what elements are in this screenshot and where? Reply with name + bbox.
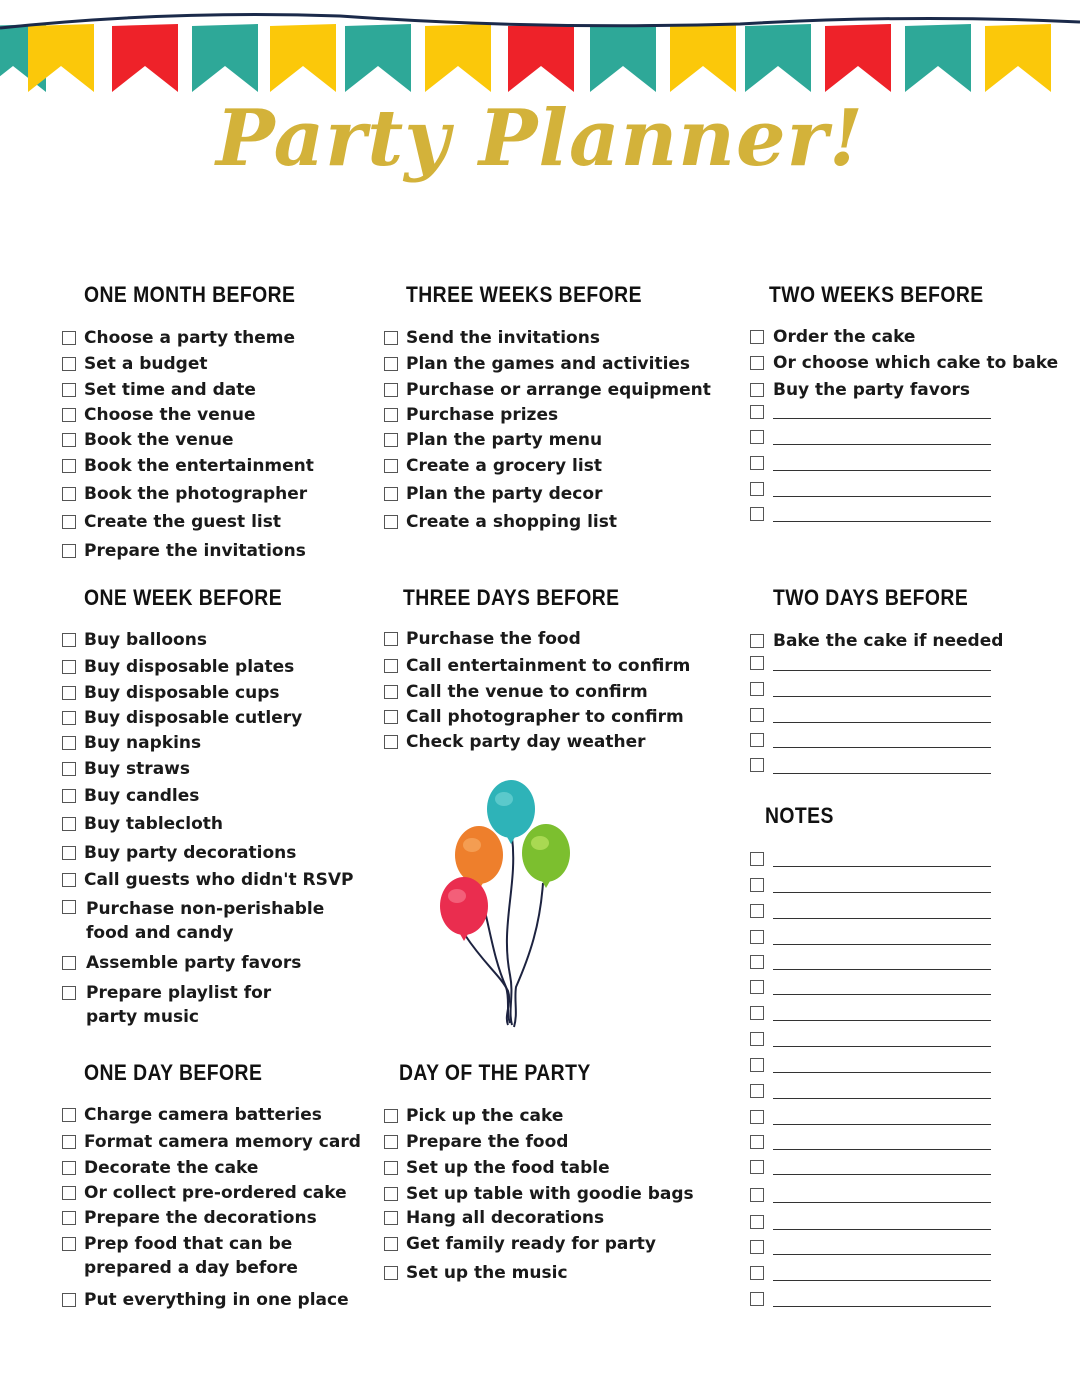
checklist-item[interactable]: Plan the party decor (384, 482, 602, 506)
checkbox[interactable] (384, 735, 398, 749)
notes-line[interactable] (773, 1306, 991, 1307)
bunting-flag (670, 24, 736, 92)
checkbox[interactable] (384, 331, 398, 345)
checklist-item[interactable]: Get family ready for party (384, 1232, 656, 1256)
checklist-item[interactable]: Buy disposable cutlery (62, 706, 302, 730)
checklist-item[interactable]: Prepare the food (384, 1130, 568, 1154)
checkbox[interactable] (384, 433, 398, 447)
bunting-flag (905, 24, 971, 92)
notes-checkbox[interactable] (750, 980, 764, 994)
checkbox[interactable] (384, 487, 398, 501)
bunting-flag (112, 24, 178, 92)
notes-checkbox[interactable] (750, 1110, 764, 1124)
checkbox[interactable] (384, 632, 398, 646)
checklist-item[interactable]: Buy party decorations (62, 841, 296, 865)
checklist-item[interactable]: Hang all decorations (384, 1206, 604, 1230)
blank-line[interactable] (773, 773, 991, 774)
checklist-item[interactable]: Pick up the cake (384, 1104, 563, 1128)
blank-checkbox[interactable] (750, 656, 764, 670)
heading-day-of-the-party: DAY OF THE PARTY (399, 1060, 591, 1085)
checkbox[interactable] (62, 736, 76, 750)
notes-line[interactable] (773, 1229, 991, 1230)
checkbox[interactable] (62, 544, 76, 558)
checklist-item[interactable]: Set up the music (384, 1261, 568, 1285)
checkbox[interactable] (62, 487, 76, 501)
checklist-item[interactable]: Assemble party favors (62, 951, 301, 975)
checklist-item[interactable]: Buy balloons (62, 628, 207, 652)
heading-notes: NOTES (765, 803, 834, 828)
checkbox[interactable] (62, 986, 76, 1000)
notes-line[interactable] (773, 1046, 991, 1047)
blank-checkbox[interactable] (750, 758, 764, 772)
blank-checkbox[interactable] (750, 405, 764, 419)
checkbox[interactable] (62, 1237, 76, 1251)
notes-line[interactable] (773, 1124, 991, 1125)
checklist-item[interactable]: Bake the cake if needed (750, 629, 1003, 653)
notes-line[interactable] (773, 994, 991, 995)
notes-checkbox[interactable] (750, 930, 764, 944)
blank-line[interactable] (773, 722, 991, 723)
checklist-item[interactable]: Put everything in one place (62, 1288, 349, 1312)
blank-line[interactable] (773, 496, 991, 497)
checkbox[interactable] (62, 956, 76, 970)
checklist-item[interactable]: Call guests who didn't RSVP (62, 868, 353, 892)
checklist-item[interactable]: Set a budget (62, 352, 207, 376)
checkbox[interactable] (384, 383, 398, 397)
checkbox[interactable] (62, 459, 76, 473)
checklist-item[interactable]: Create a shopping list (384, 510, 617, 534)
blank-checkbox[interactable] (750, 682, 764, 696)
checkbox[interactable] (384, 515, 398, 529)
checkbox[interactable] (384, 408, 398, 422)
blank-line[interactable] (773, 747, 991, 748)
heading-two-days-before: TWO DAYS BEFORE (773, 585, 969, 610)
checkbox[interactable] (62, 900, 76, 914)
bunting-flag (192, 24, 258, 92)
checkbox[interactable] (384, 710, 398, 724)
notes-line[interactable] (773, 1098, 991, 1099)
checkbox[interactable] (62, 357, 76, 371)
checklist-item[interactable]: Set up the food table (384, 1156, 610, 1180)
checklist-item[interactable]: Purchase the food (384, 627, 581, 651)
checklist-item[interactable]: Send the invitations (384, 326, 600, 350)
blank-line[interactable] (773, 670, 991, 671)
checklist-item[interactable]: Decorate the cake (62, 1156, 258, 1180)
bunting-flag (345, 24, 411, 92)
checklist-item[interactable]: Buy candles (62, 784, 199, 808)
checklist-item[interactable]: Plan the games and activities (384, 352, 690, 376)
heading-one-day-before: ONE DAY BEFORE (84, 1060, 263, 1085)
checkbox[interactable] (750, 383, 764, 397)
notes-checkbox[interactable] (750, 1032, 764, 1046)
checkbox[interactable] (62, 711, 76, 725)
blank-checkbox[interactable] (750, 430, 764, 444)
notes-line[interactable] (773, 892, 991, 893)
checklist-item[interactable]: Purchase or arrange equipment (384, 378, 711, 402)
notes-line[interactable] (773, 1174, 991, 1175)
checklist-item[interactable]: Purchase prizes (384, 403, 558, 427)
checklist-item[interactable]: Choose the venue (62, 403, 256, 427)
heading-two-weeks-before: TWO WEEKS BEFORE (769, 282, 984, 307)
notes-checkbox[interactable] (750, 1006, 764, 1020)
checklist-item[interactable]: Create a grocery list (384, 454, 602, 478)
balloons-illustration (430, 775, 590, 1035)
blank-line[interactable] (773, 418, 991, 419)
checklist-item[interactable]: Set up table with goodie bags (384, 1182, 694, 1206)
checkbox[interactable] (750, 634, 764, 648)
bunting-flag (28, 24, 94, 92)
checklist-item[interactable]: Format camera memory card (62, 1130, 361, 1154)
checklist-item[interactable]: Call entertainment to confirm (384, 654, 690, 678)
notes-checkbox[interactable] (750, 1266, 764, 1280)
checkbox[interactable] (384, 1211, 398, 1225)
checklist-item[interactable]: Choose a party theme (62, 326, 295, 350)
checkbox[interactable] (384, 1109, 398, 1123)
checklist-item[interactable]: Or choose which cake to bake (750, 351, 1058, 375)
checkbox[interactable] (62, 1161, 76, 1175)
notes-checkbox[interactable] (750, 1292, 764, 1306)
blank-line[interactable] (773, 521, 991, 522)
checklist-item[interactable]: Create the guest list (62, 510, 281, 534)
checklist-item[interactable]: Book the photographer (62, 482, 307, 506)
checkbox[interactable] (62, 633, 76, 647)
notes-line[interactable] (773, 866, 991, 867)
checkbox[interactable] (384, 357, 398, 371)
checkbox[interactable] (62, 1293, 76, 1307)
blank-checkbox[interactable] (750, 507, 764, 521)
checkbox[interactable] (750, 330, 764, 344)
bunting-flag (745, 24, 811, 92)
notes-line[interactable] (773, 1202, 991, 1203)
checkbox[interactable] (62, 408, 76, 422)
notes-checkbox[interactable] (750, 1135, 764, 1149)
checklist-item[interactable]: Buy the party favors (750, 378, 970, 402)
bunting-flag (270, 24, 336, 92)
notes-checkbox[interactable] (750, 878, 764, 892)
checklist-item[interactable]: Check party day weather (384, 730, 646, 754)
checklist-item[interactable]: Plan the party menu (384, 428, 602, 452)
notes-checkbox[interactable] (750, 852, 764, 866)
notes-checkbox[interactable] (750, 1084, 764, 1098)
notes-checkbox[interactable] (750, 1058, 764, 1072)
checkbox[interactable] (384, 659, 398, 673)
notes-checkbox[interactable] (750, 955, 764, 969)
notes-line[interactable] (773, 1280, 991, 1281)
checkbox[interactable] (750, 356, 764, 370)
notes-line[interactable] (773, 1149, 991, 1150)
blank-checkbox[interactable] (750, 482, 764, 496)
checkbox[interactable] (62, 846, 76, 860)
checklist-item[interactable]: Purchase non-perishable food and candy (62, 897, 326, 945)
checklist-item[interactable]: Prepare playlist for party music (62, 981, 326, 1029)
checklist-item[interactable]: Prepare the invitations (62, 539, 306, 563)
checkbox[interactable] (384, 1237, 398, 1251)
checklist-item[interactable]: Or collect pre-ordered cake (62, 1181, 347, 1205)
checkbox[interactable] (62, 686, 76, 700)
checklist-item[interactable]: Buy napkins (62, 731, 201, 755)
checkbox[interactable] (62, 817, 76, 831)
checkbox[interactable] (62, 1135, 76, 1149)
checklist-item[interactable]: Book the venue (62, 428, 234, 452)
checkbox[interactable] (62, 1108, 76, 1122)
blank-line[interactable] (773, 696, 991, 697)
checklist-item[interactable]: Call the venue to confirm (384, 680, 648, 704)
checklist-item[interactable]: Order the cake (750, 325, 915, 349)
checkbox[interactable] (62, 515, 76, 529)
bunting-flag (985, 24, 1051, 92)
page-title: Party Planner! (216, 93, 864, 184)
bunting-flag (590, 24, 656, 92)
checklist-item[interactable]: Charge camera batteries (62, 1103, 322, 1127)
bunting-flag (425, 24, 491, 92)
checklist-item[interactable]: Buy disposable cups (62, 681, 280, 705)
checkbox[interactable] (384, 459, 398, 473)
checkbox[interactable] (62, 873, 76, 887)
blank-line[interactable] (773, 470, 991, 471)
heading-three-weeks-before: THREE WEEKS BEFORE (406, 282, 642, 307)
blank-checkbox[interactable] (750, 733, 764, 747)
checkbox[interactable] (384, 685, 398, 699)
checkbox[interactable] (62, 331, 76, 345)
bunting-flag (508, 24, 574, 92)
bunting-flag (825, 24, 891, 92)
notes-line[interactable] (773, 1020, 991, 1021)
checklist-item[interactable]: Buy straws (62, 757, 190, 781)
checklist-item[interactable]: Set time and date (62, 378, 256, 402)
notes-checkbox[interactable] (750, 1160, 764, 1174)
checkbox[interactable] (384, 1187, 398, 1201)
checklist-item[interactable]: Prepare the decorations (62, 1206, 317, 1230)
notes-line[interactable] (773, 944, 991, 945)
checkbox[interactable] (384, 1135, 398, 1149)
checkbox[interactable] (62, 383, 76, 397)
blank-checkbox[interactable] (750, 456, 764, 470)
checklist-item[interactable]: Book the entertainment (62, 454, 314, 478)
notes-checkbox[interactable] (750, 1240, 764, 1254)
checkbox[interactable] (62, 433, 76, 447)
notes-line[interactable] (773, 918, 991, 919)
checklist-item[interactable]: Buy tablecloth (62, 812, 223, 836)
checkbox[interactable] (62, 1211, 76, 1225)
notes-checkbox[interactable] (750, 1215, 764, 1229)
notes-line[interactable] (773, 969, 991, 970)
blank-line[interactable] (773, 444, 991, 445)
notes-line[interactable] (773, 1072, 991, 1073)
heading-one-month-before: ONE MONTH BEFORE (84, 282, 296, 307)
checklist-item[interactable]: Buy disposable plates (62, 655, 294, 679)
checklist-item[interactable]: Call photographer to confirm (384, 705, 684, 729)
checkbox[interactable] (384, 1161, 398, 1175)
notes-line[interactable] (773, 1254, 991, 1255)
checkbox[interactable] (62, 1186, 76, 1200)
notes-checkbox[interactable] (750, 1188, 764, 1202)
heading-one-week-before: ONE WEEK BEFORE (84, 585, 283, 610)
notes-checkbox[interactable] (750, 904, 764, 918)
checkbox[interactable] (62, 762, 76, 776)
blank-checkbox[interactable] (750, 708, 764, 722)
heading-three-days-before: THREE DAYS BEFORE (403, 585, 620, 610)
checklist-item[interactable]: Prep food that can be prepared a day before (62, 1232, 304, 1280)
checkbox[interactable] (384, 1266, 398, 1280)
checkbox[interactable] (62, 789, 76, 803)
checkbox[interactable] (62, 660, 76, 674)
